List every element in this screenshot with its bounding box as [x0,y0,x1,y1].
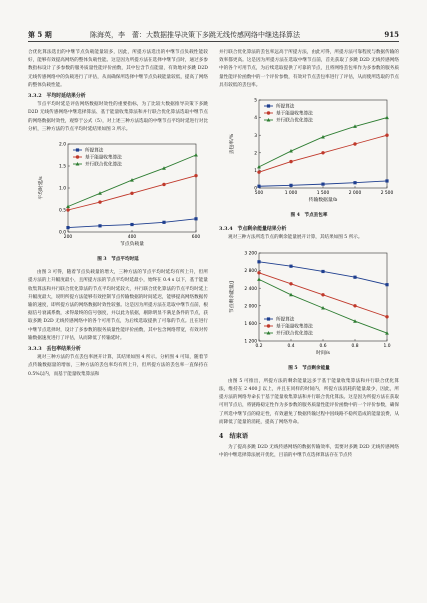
data-point [267,317,270,320]
data-point [353,142,356,145]
data-point [130,192,133,195]
y-tick-label: 2 400 [244,286,257,292]
x-tick-label: 0.8 [351,343,359,349]
data-point [289,282,292,285]
x-tick-label: 200 [63,235,73,241]
y-tick-label: 1 200 [244,339,257,345]
x-tick-label: 0.6 [319,343,327,349]
data-point [162,183,165,186]
figure-4-caption: 图 4 节点丢包率 [290,213,328,219]
data-point [66,226,69,229]
body-paragraph: 节点平均时延是评估网络数据时效性的重要指标，为了比较大数据推导决策下多跳 D2D 无线传感网络中继选择算法、基于能量收集算法和并行联合优化算法选取中继节点的网络数据时效性，观察于公式（5），对上述三种方法选取的中继节点平均时延进行对比分析，三种方法的节点平均时延结果如图 3 所示。 [28,102,208,132]
data-point [257,170,260,173]
y-tick-label: 1 [254,169,257,175]
legend-label: 基于能量收集算法 [276,324,313,330]
left-column [28,49,208,380]
header-rule [28,41,399,42]
series-1 [66,217,197,229]
body-paragraph: 观对三种方法的节点丢包率展开计算，其结果如图 4 所示。分析图 4 可知，随着节点传输数据量的增加，三种方法的丢包率均有所上升，但所提方法的丢包率一直保持在 0.5%以内，而基于能量收集算法和 [28,355,208,377]
y-tick-label: 0 [254,186,257,192]
legend-label: 所提算法 [85,148,104,154]
data-point [257,260,260,263]
x-tick-label: 0.2 [255,343,263,349]
data-point [321,151,324,154]
data-point [385,116,389,120]
y-tick-label: 2 000 [244,304,257,310]
y-tick-label: 3 [254,133,257,139]
running-title: 陈海英，李 蕾：大数据推导决策下多跳无线传感网络中继选择算法 [90,31,300,39]
legend-label: 所提算法 [276,104,295,110]
data-point [257,185,260,188]
y-axis-label: 节点剩余能量/J [230,280,235,313]
data-point [385,179,388,182]
figure-4 [219,92,399,220]
x-tick-label: 0.4 [287,343,295,349]
data-point [66,208,69,211]
x-axis-label: 时间/s [316,350,330,356]
y-tick-label: 0.5 [59,208,66,214]
data-point [76,148,79,151]
x-axis-label: 节点负载量 [120,242,144,248]
y-tick-label: 0.0 [59,230,66,236]
data-point [98,224,101,227]
data-point [321,183,324,186]
data-point [194,153,198,157]
body-paragraph: 为了提高多跳 D2D 无线传感网络的数据传输效率，需要对多跳 D2D 无线传感网络中的中继选择算法展开优化，目前的中继节点选择算法存在节点传 [219,445,399,459]
y-axis-label: 丢包率/% [230,133,235,155]
data-point [257,277,261,281]
series-2 [257,271,388,318]
data-point [385,283,388,286]
x-tick-label: 600 [191,235,201,241]
legend-label: 基于能量收集算法 [276,111,313,117]
legend-label: 并行联合优化算法 [276,118,313,124]
section-heading: 3.3.3 丢包率结果分析 [28,346,81,353]
y-tick-label: 4 [254,116,257,122]
y-tick-label: 1.5 [59,164,66,170]
left-bottom-text [28,269,208,379]
data-point [267,104,270,107]
data-point [98,200,101,203]
data-point [321,293,324,296]
data-point [289,264,292,267]
section-heading: 3.3.4 节点剩余能量结果分析 [219,226,287,233]
legend [264,103,313,124]
y-tick-label: 1 600 [244,321,257,327]
chart-fig4 [219,92,399,210]
y-axis-label: 平均时延/s [39,176,44,200]
section-heading: 3.3.2 平均时延结果分析 [28,93,86,100]
body-paragraph: 观对三种方法所选节点的剩余能量展开计算，其结果如图 5 所示。 [228,235,363,241]
data-point [194,217,197,220]
x-axis-label: 传输数据量/b [308,198,338,204]
data-point [385,315,388,318]
chart-fig5 [219,245,399,363]
data-point [162,221,165,224]
series-1 [257,260,388,286]
body-paragraph: 并行联合优化算法的丢包率远高于所提方法，由此可得，所提方法可靠程度与数据传输的效率都更高。这是因为所提方法在选取中继节点前，首先获取了多跳 D2D 无线传感网络中的各个可用节点，为后续选取提供了可靠的节点，且将网络丢包率作为多参数的服务质量性能评价函数中的一个评价参数，有效对节点丢包率进行了评估，从而使所选取的节点具有较低的丢包率。 [219,50,399,88]
y-tick-label: 2 800 [244,268,257,274]
legend-label: 基于能量收集算法 [85,155,122,161]
data-point [194,174,197,177]
y-tick-label: 3 200 [244,251,257,257]
data-point [353,304,356,307]
legend-label: 并行联合优化算法 [276,331,313,337]
data-point [130,223,133,226]
y-tick-label: 5 [254,98,257,104]
x-tick-label: 1 500 [316,191,330,197]
right-mid-text [219,225,399,242]
legend [73,147,122,168]
legend-label: 所提算法 [276,317,295,323]
series-line [259,261,387,284]
figure-5 [219,245,399,373]
right-top-text [219,49,399,90]
x-tick-label: 400 [127,235,137,241]
x-tick-label: 1 000 [284,191,298,197]
body-paragraph: 合优化算法选出的中继节点负载能量较多，因此，所提方法选出的中继节点负载性能较好，能够有效提高网络的整体负载性能。这是因为所提方法在选择中继节点时，通过多参数指标设计了多参数的服务质量性能评价函数，其中包含节点能量，有效地对多跳 D2D 无线传感网络中的负载进行了评估，从而确保所选择中继节点负载能量较低，提高了网络的整体负载性能。 [28,50,208,88]
data-point [353,181,356,184]
chart-fig3 [28,136,208,254]
body-paragraph: 由图 5 可推出，所提方法的剩余能量远多于基于能量收集算法和并行联合优化算法，维持在 2 400 J 以上，并且在同样的时间内，所提方法消耗的能量最少，因此，所提方法的网络寿命长于基于能量收集算法和并行联合优化算法。这是因为所提方法在获取可用节点后，将链路稳定性作为多参数的服务质量性能评价函数中的一个评价参数，确保了所选中继节点的稳定性，有效避免了数据传输过程中因线路不稳所造成的能量浪费，从而降低了能量的消耗，提高了网络寿命。 [219,378,399,425]
series-2 [257,134,388,174]
body-paragraph: 由图 3 可得，随着节点负载量的增大，三种方法的节点平均时延均有所上升，但所提方法的上升幅度最小，且所提方法的节点平均时延最小，始终在 0.4 s 以下，基于能量收集算法和并行联合优化算法的节点平均时延较大，并行联合优化算法的节点平均时延上升幅度最大，说明所提方法能够有效控制节点传输数据的时间延迟，能够提高网络数据传输的速度，即所提方法的网络数据时效性较强。这是因为所提方法在选取中继节点前，根据信号衰减系数，求得最终的信号强度，并以此为依据，剔除明显不满足条件的节点，获取多跳 D2D 无线传感网络中的各个可用节点，为后续选取提供了可靠的节点。且在进行中继节点选择时，设计了多参数的服务质量性能评价函数，其中包含网络带宽，有效对传输数据速度进行了评估，从而降低了传输延时。 [28,270,208,341]
x-tick-label: 2 000 [348,191,362,197]
issue-label: 第 5 期 [28,30,52,39]
series-line [259,118,387,167]
right-column [219,49,399,462]
legend [264,315,313,336]
data-point [289,160,292,163]
section-heading: 4 结束语 [219,433,249,441]
x-tick-label: 2 500 [380,191,394,197]
data-point [385,134,388,137]
data-point [257,271,260,274]
figure-3-caption: 图 3 节点平均时延 [97,257,139,263]
data-point [353,275,356,278]
data-point [76,155,79,158]
figure-5-caption: 图 5 节点剩余能量 [288,365,330,371]
right-bottom-text [219,378,399,461]
data-point [267,324,270,327]
x-tick-label: 500 [254,191,264,197]
page-number: 915 [384,30,399,39]
data-point [321,270,324,273]
x-tick-label: 1.0 [383,343,391,349]
data-point [289,184,292,187]
figure-3 [28,136,208,264]
y-tick-label: 2.0 [59,142,66,148]
y-tick-label: 1.0 [59,186,66,192]
y-tick-label: 2 [254,151,257,157]
data-point [267,111,270,114]
left-top-text [28,49,208,134]
legend-label: 并行联合优化算法 [85,162,122,168]
